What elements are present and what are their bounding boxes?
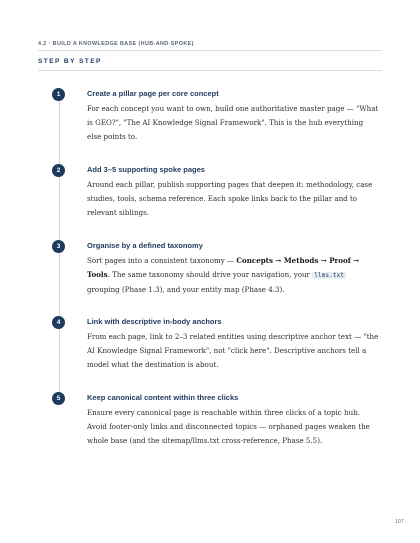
step-body: [87, 254, 379, 297]
running-header: 4.2 · BUILD A KNOWLEDGE BASE (HUB-AND-SPOKE): [38, 41, 382, 51]
step-title: Organise by a defined taxonomy: [87, 241, 203, 250]
step-title: Link with descriptive in-body anchors: [87, 317, 222, 326]
step-number-badge: 3: [52, 240, 65, 253]
step-number-badge: 1: [52, 88, 65, 101]
step-body-text: . The same taxonomy should drive your navigation, your: [107, 270, 313, 279]
step-number-badge: 2: [52, 164, 65, 177]
section-title: STEP BY STEP: [38, 58, 382, 71]
step-body-text: grouping (Phase 1.3), and your entity map (Phase 4.3).: [87, 285, 285, 294]
llms-txt-code: llms.txt: [314, 272, 345, 279]
step-number-badge: 5: [52, 392, 65, 405]
taxonomy-chain: Concepts → Methods → Proof → Tools: [87, 256, 360, 279]
step-body: Ensure every canonical page is reachable within three clicks of a topic hub. Avoid footer-only links and disconnected topics — orphaned pages weaken the whole base (and the sitemap/llms.txt cross-reference, Phase 5.5).: [87, 408, 370, 445]
step-body: Around each pillar, publish supporting pages that deepen it: methodology, case studies, tools, schema reference. Each spoke links back to the pillar and to relevant siblings.: [87, 180, 373, 217]
step-body: From each page, link to 2–3 related entities using descriptive anchor text — "the AI Knowledge Signal Framework", not "click here". Descriptive anchors tell a model what the destination is about.: [87, 332, 379, 369]
step-number-badge: 4: [52, 316, 65, 329]
step-title: Create a pillar page per core concept: [87, 89, 219, 98]
page-number: 107: [394, 519, 404, 525]
step-title: Keep canonical content within three clicks: [87, 393, 239, 402]
step-body-text: Sort pages into a consistent taxonomy —: [87, 256, 237, 265]
step-title: Add 3–5 supporting spoke pages: [87, 165, 205, 174]
step-body: For each concept you want to own, build one authoritative master page — "What is GEO?", "The AI Knowledge Signal Framework". This is the hub everything else points to.: [87, 104, 379, 141]
